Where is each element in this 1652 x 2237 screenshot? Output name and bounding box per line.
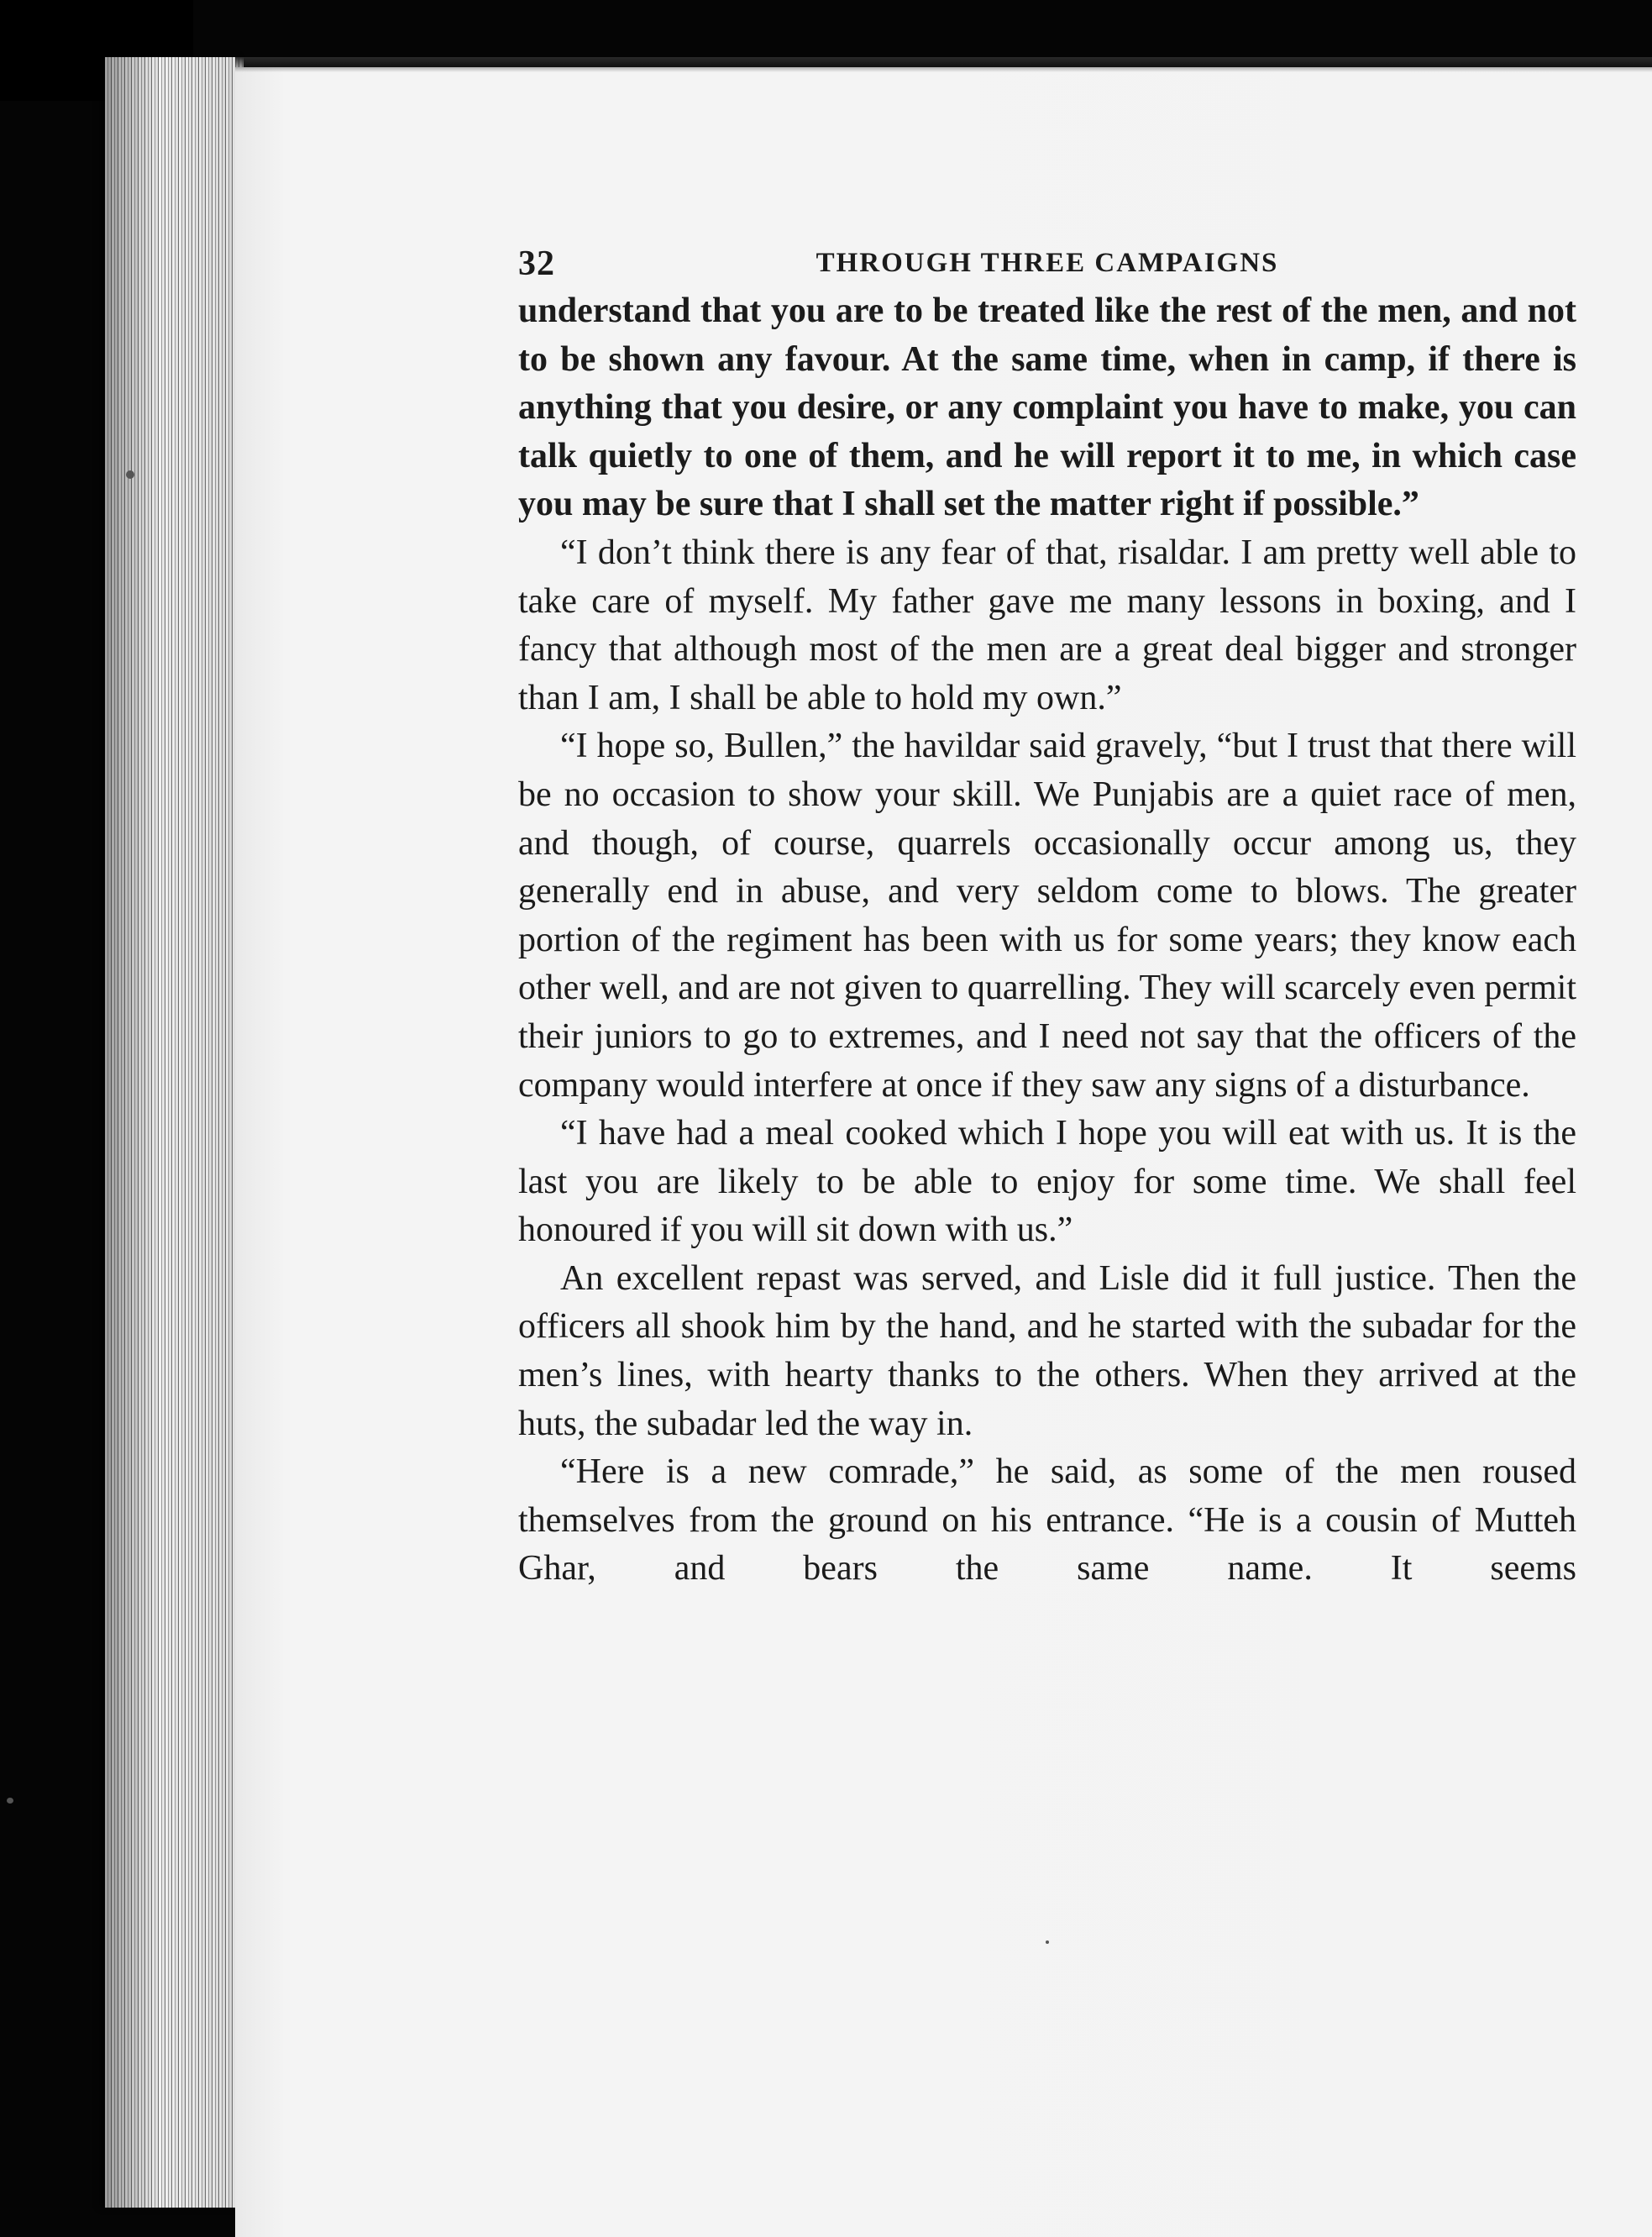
body-text xyxy=(518,287,1576,1594)
page-content xyxy=(518,210,1576,1594)
paragraph: understand that you are to be treated like the rest of the men, and not to be shown any favour. At the same time, when in camp, if there is anything that you desire, or any complaint you have to make, you can talk quietly to one of them, and he will report it to me, in which case you may be sure that I shall set the matter right if possible.” xyxy=(518,291,1576,524)
paragraph: “I hope so, Bullen,” the havildar said gravely, “but I trust that there will be no occasion to show your skill. We Punjabis are a quiet race of men, and though, of course, quarrels occasionally occur among us, they generally end in abuse, and very seldom come to blows. The greater portion of the regiment has been with us for some years; they know each other well, and are not given to quarrelling. They will scarcely even permit their juniors to go to extremes, and I need not say that the officers of the company would interfere at once if they saw any signs of a disturbance. xyxy=(518,727,1576,1105)
running-head-title: THROUGH THREE CAMPAIGNS xyxy=(816,248,1279,278)
page-top-shadow xyxy=(235,57,1652,72)
page-number: 32 xyxy=(518,244,555,283)
paragraph: “I have had a meal cooked which I hope you will eat with us. It is the last you are likely to be able to enjoy for some time. We shall feel honoured if you will sit down with us.” xyxy=(518,1114,1576,1250)
page-edges-shadow xyxy=(105,57,244,2208)
scan-speck xyxy=(126,470,134,479)
scan-speck xyxy=(7,1798,13,1804)
scan-speck xyxy=(1046,1940,1049,1944)
paragraph: An excellent repast was served, and Lisle did it full justice. Then the officers all shook him by the hand, and he started with the subadar for the men’s lines, with hearty thanks to the others. When they arrived at the huts, the subadar led the way in. xyxy=(518,1258,1576,1443)
paragraph: “I don’t think there is any fear of that, risaldar. I am pretty well able to take care of myself. My father gave me many lessons in boxing, and I fancy that although most of the men are a great deal bigger and stronger than I am, I shall be able to hold my own.” xyxy=(518,533,1576,717)
running-head xyxy=(518,210,1576,283)
paragraph: “Here is a new comrade,” he said, as some of the men roused themselves from the ground on his entrance. “He is a cousin of Mutteh Ghar, and bears the same name. It seems xyxy=(518,1452,1576,1588)
